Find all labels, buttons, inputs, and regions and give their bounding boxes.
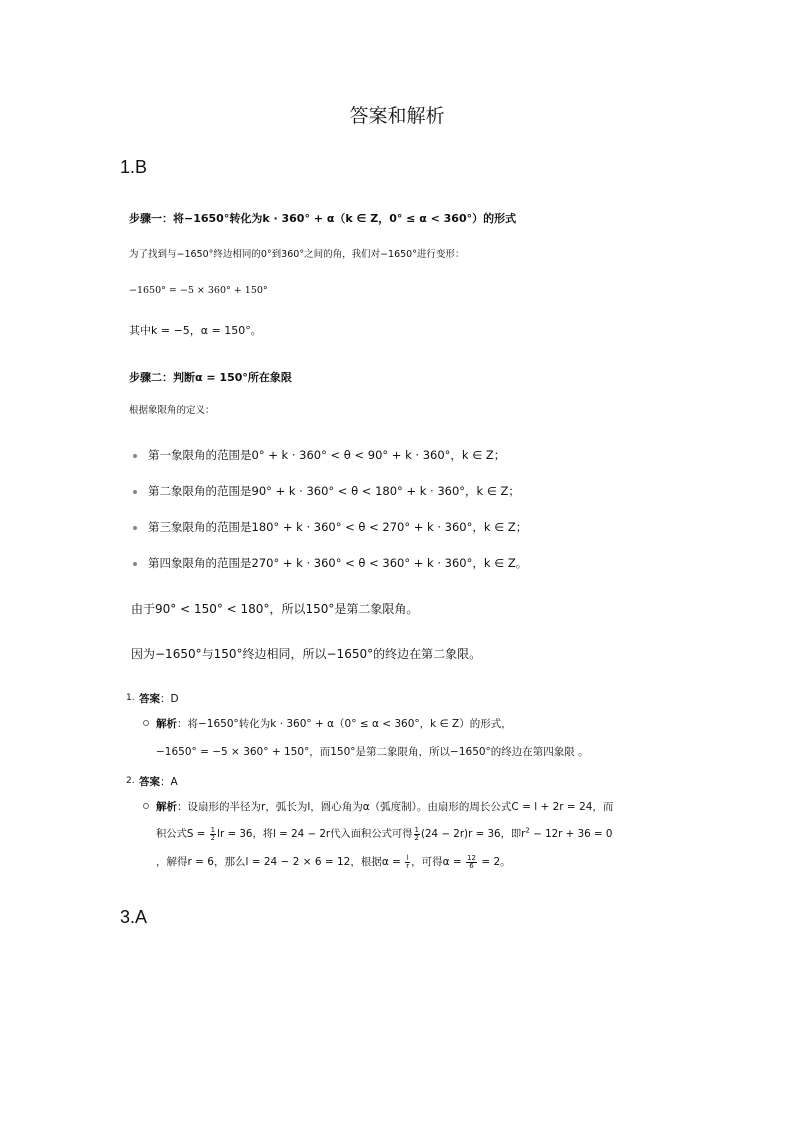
list-item: 第二象限角的范围是90° + k · 360° < θ < 180° + k · 360°，k ∈ Z； (148, 484, 520, 498)
explanation-1-line-2: −1650° = −5 × 360° + 150°，而150°是第二象限角，所以−1650°的终边在第四象限 。 (156, 746, 589, 758)
list-item: 第一象限角的范围是0° + k · 360° < θ < 90° + k · 360°，k ∈ Z； (148, 448, 506, 462)
text-span: (24 − 2r)r = 36，即r (420, 828, 526, 840)
answer-number: 2. (126, 776, 135, 786)
text-span: ，可得α = (411, 856, 466, 868)
step-2-intro: 根据象限角的定义： (129, 405, 215, 416)
text-span: ，解得r = 6，那么l = 24 − 2 × 6 = 12，根据α = (156, 856, 405, 868)
step-1-result: 其中k = −5，α = 150°。 (129, 324, 262, 337)
question-1-heading: 1.B (120, 157, 148, 177)
bullet-dot-icon (133, 490, 137, 494)
fraction-denominator: 6 (469, 861, 474, 870)
bullet-dot-icon (133, 562, 137, 566)
step-1-intro: 为了找到与−1650°终边相同的0°到360°之间的角，我们对−1650°进行变形： (129, 249, 465, 260)
explanation-2-line-1 (156, 799, 613, 814)
circle-bullet-icon (143, 720, 149, 726)
explanation-2-line-2 (156, 825, 612, 842)
fraction-denominator: 2 (414, 833, 419, 842)
explanation-label: 解析 (156, 718, 177, 730)
text-span: 积公式S = (156, 828, 209, 840)
explanation-1-line-1 (156, 716, 512, 731)
step-1-formula: −1650° = −5 × 360° + 150° (129, 285, 268, 296)
fraction-numerator: 12 (467, 853, 476, 862)
circle-bullet-icon (143, 803, 149, 809)
fraction-denominator: r (406, 861, 410, 870)
explanation-2-line-3 (156, 854, 511, 870)
conclusion-2: 因为−1650°与150°终边相同，所以−1650°的终边在第二象限。 (131, 647, 482, 661)
list-item: 第四象限角的范围是270° + k · 360° < θ < 360° + k · 360°，k ∈ Z。 (148, 556, 528, 570)
text-span: = 2。 (477, 856, 511, 868)
fraction (414, 827, 420, 842)
step-1-heading: 步骤一：将−1650°转化为k · 360° + α（k ∈ Z，0° ≤ α < 360°）的形式 (129, 212, 517, 225)
bullet-dot-icon (133, 454, 137, 458)
explanation-label: 解析 (156, 801, 177, 813)
answer-value: ：A (160, 776, 178, 788)
question-3-heading: 3.A (120, 907, 148, 927)
answer-label: 答案 (139, 693, 160, 705)
answer-2 (139, 774, 178, 789)
fraction-numerator: 1 (414, 825, 419, 834)
explanation-text: ：将−1650°转化为k · 360° + α（0° ≤ α < 360°，k ∈ Z）的形式， (177, 718, 512, 730)
list-item: 第三象限角的范围是180° + k · 360° < θ < 270° + k · 360°，k ∈ Z； (148, 520, 528, 534)
explanation-text: ：设扇形的半径为r，弧长为l，圆心角为α（弧度制）。由扇形的周长公式C = l + 2r = 24，而 (177, 801, 614, 813)
answer-label: 答案 (139, 776, 160, 788)
fraction-denominator: 2 (210, 833, 216, 842)
answer-value: ：D (160, 693, 179, 705)
superscript: 2 (525, 826, 530, 835)
fraction (466, 855, 477, 870)
bullet-dot-icon (133, 526, 137, 530)
answer-1 (139, 691, 179, 706)
fraction-numerator: 1 (210, 825, 216, 834)
fraction-numerator: l (406, 853, 409, 862)
text-span: lr = 36，将l = 24 − 2r代入面积公式可得 (217, 828, 413, 840)
conclusion-1: 由于90° < 150° < 180°，所以150°是第二象限角。 (131, 602, 419, 616)
page-title: 答案和解析 (349, 105, 445, 127)
fraction (210, 827, 216, 842)
step-2-heading: 步骤二：判断α = 150°所在象限 (129, 371, 292, 384)
answer-number: 1. (126, 693, 135, 703)
text-span: − 12r + 36 = 0 (529, 828, 613, 840)
fraction (405, 855, 410, 870)
